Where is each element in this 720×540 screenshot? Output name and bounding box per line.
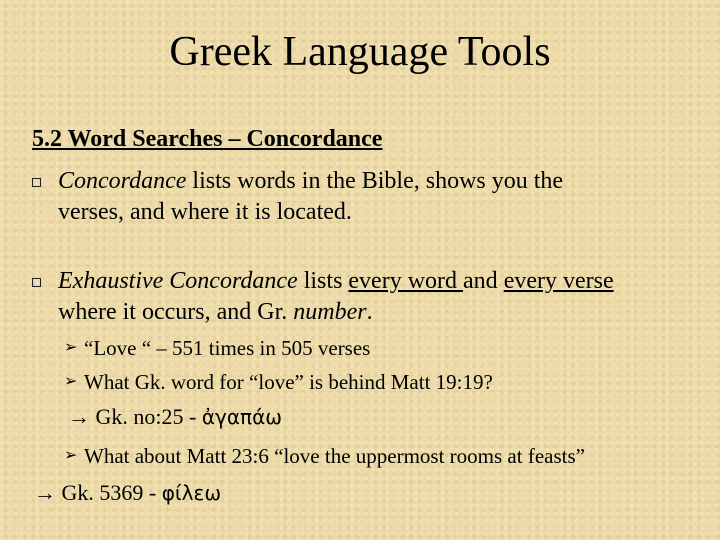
square-bullet-icon (32, 178, 41, 187)
bullet-exhaustive-concordance (58, 266, 708, 328)
arrowhead-bullet-icon: ➢ (64, 373, 78, 390)
greek-word-phileo: φίλεω (161, 481, 222, 505)
arrowhead-bullet-icon: ➢ (64, 447, 78, 464)
term-concordance: Concordance (58, 168, 187, 194)
result1-text: Gk. no:25 - (90, 404, 202, 429)
bullet2-text-b: and (463, 268, 504, 294)
result2-text: Gk. 5369 - (56, 480, 162, 505)
slide-title: Greek Language Tools (169, 29, 551, 75)
square-bullet-icon (32, 278, 41, 287)
arrowhead-bullet-icon: ➢ (64, 339, 78, 356)
right-arrow-icon: → (34, 480, 56, 505)
term-exhaustive-concordance: Exhaustive Concordance (58, 268, 298, 294)
bullet2-text-a: lists (297, 268, 349, 294)
result-agapao (68, 403, 282, 431)
right-arrow-icon: → (68, 404, 90, 429)
result-phileo (34, 479, 221, 507)
bullet1-line2: verses, and where it is located. (58, 199, 352, 225)
bullet2-line2: where it occurs, and Gr. (58, 299, 294, 325)
sub-item-matt-23-6: What about Matt 23:6 “love the uppermost rooms at feasts” (84, 444, 585, 468)
sub-item-matt-19-19: What Gk. word for “love” is behind Matt 19:19? (84, 370, 493, 394)
underline-every-verse: every verse (503, 268, 614, 294)
underline-every-word: every word (348, 268, 464, 294)
term-number: number (293, 299, 367, 325)
bullet1-line1: lists words in the Bible, shows you the (186, 168, 564, 194)
greek-word-agapao: ἀγαπάω (201, 405, 283, 429)
section-heading: 5.2 Word Searches – Concordance (32, 126, 383, 152)
sub-item-love-count: “Love “ – 551 times in 505 verses (84, 336, 371, 360)
bullet-concordance (58, 166, 708, 228)
bullet2-period: . (366, 299, 373, 325)
